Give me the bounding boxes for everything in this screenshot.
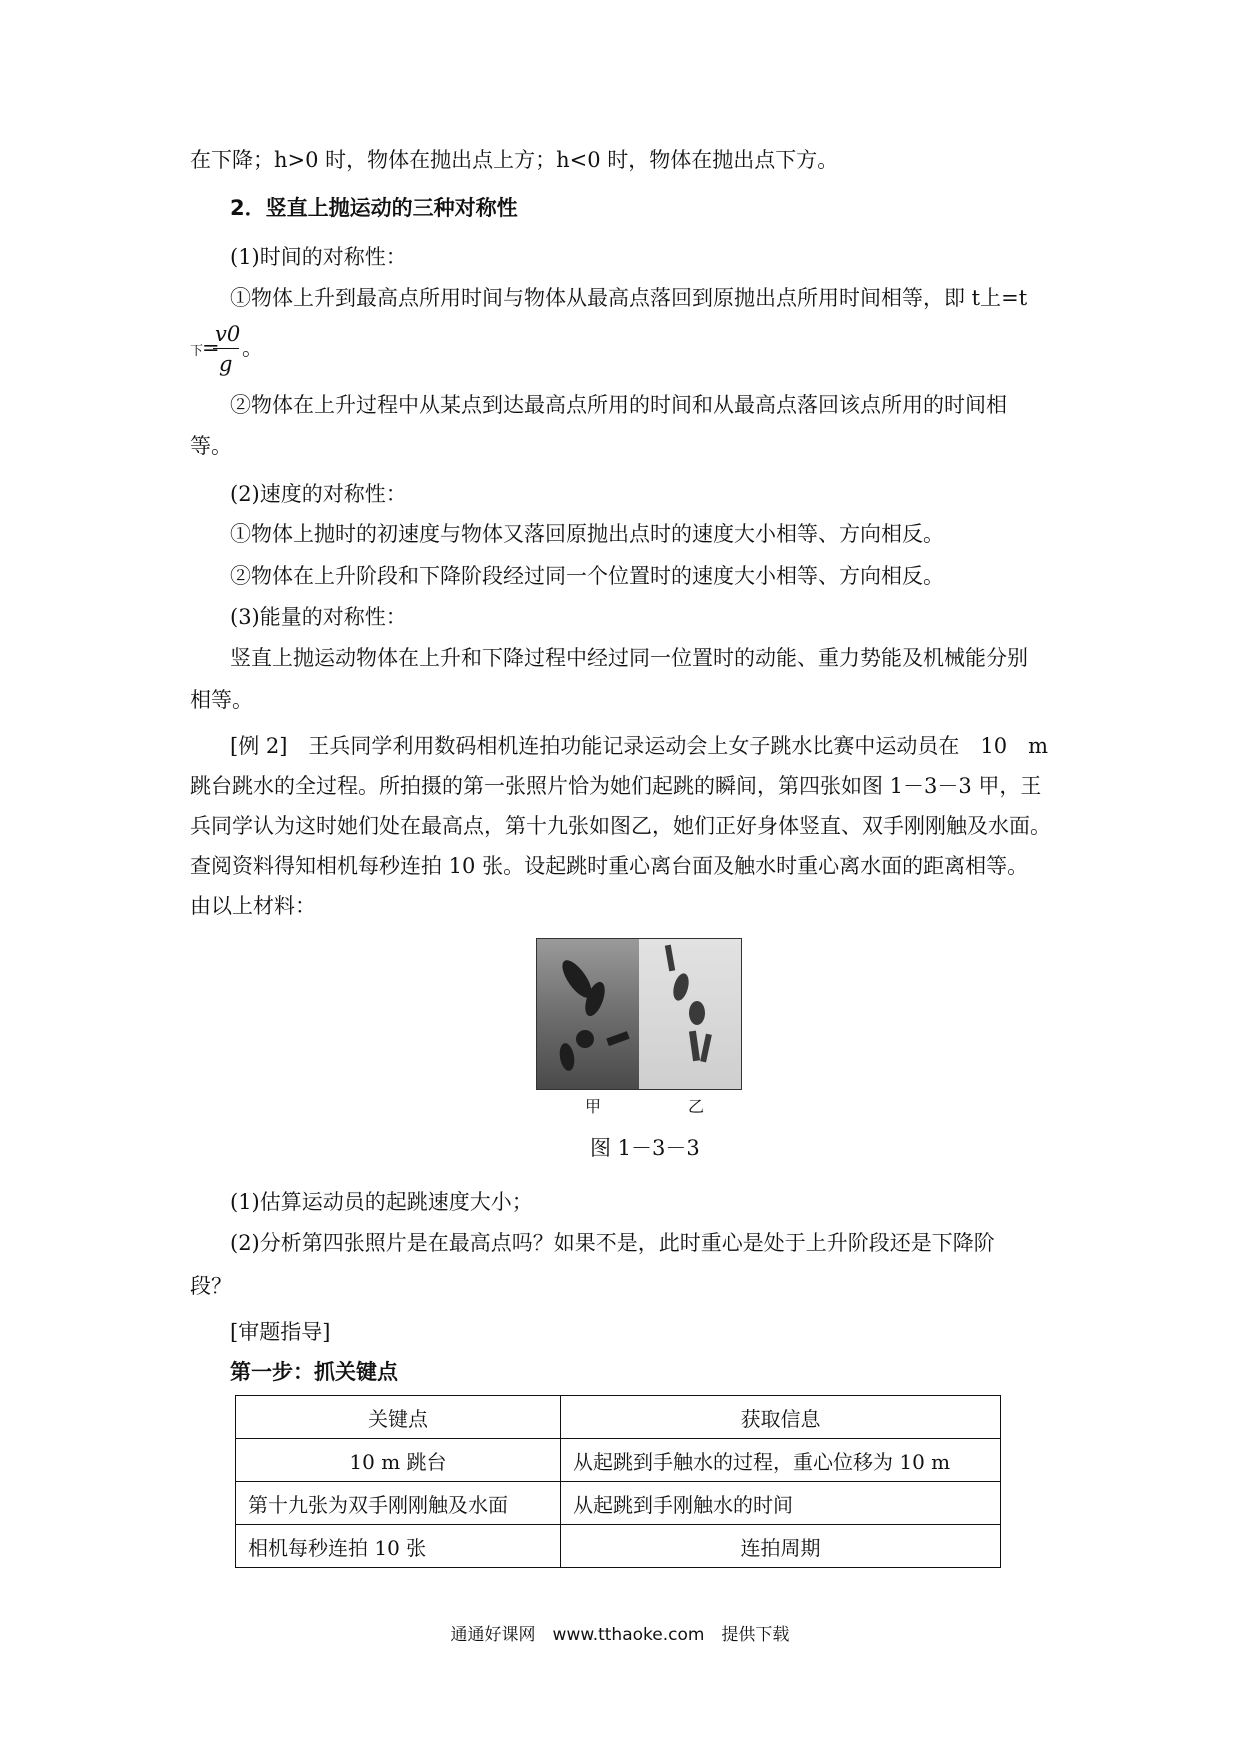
subheading: (3)能量的对称性： <box>230 605 407 629</box>
table-cell: 从起跳到手触水的过程，重心位移为 10 m <box>561 1439 1001 1482</box>
section-heading: 2．竖直上抛运动的三种对称性 <box>230 196 518 220</box>
table-cell: 相机每秒连拍 10 张 <box>236 1525 561 1568</box>
example-line: 由以上材料： <box>190 894 316 918</box>
example-line: 跳台跳水的全过程。所拍摄的第一张照片恰为她们起跳的瞬间，第四张如图 1－3－3 甲，王 <box>190 774 1042 798</box>
table-cell: 第十九张为双手刚刚触及水面 <box>236 1482 561 1525</box>
fraction-bar <box>213 348 239 349</box>
guide-heading: [审题指导] <box>230 1320 331 1344</box>
example-line: [例 2] 王兵同学利用数码相机连拍功能记录运动会上女子跳水比赛中运动员在 10 m <box>230 734 1049 758</box>
subheading: (1)时间的对称性： <box>230 245 407 269</box>
subscript-text: 下 <box>190 344 204 359</box>
paragraph-line: 竖直上抛运动物体在上升和下降过程中经过同一位置时的动能、重力势能及机械能分别 <box>230 646 1028 670</box>
question-line: (2)分析第四张照片是在最高点吗？如果不是，此时重心是处于上升阶段还是下降阶 <box>230 1231 995 1255</box>
fraction-numerator: v0 <box>215 322 241 346</box>
figure-caption: 图 1－3－3 <box>590 1136 700 1160</box>
table-row <box>236 1482 1001 1525</box>
paragraph-line: ①物体上抛时的初速度与物体又落回原抛出点时的速度大小相等、方向相反。 <box>230 522 944 546</box>
equals-sign: = <box>202 336 220 360</box>
page-footer: 通通好课网 www.tthaoke.com 提供下载 <box>450 1625 790 1645</box>
paragraph-line: 相等。 <box>190 688 253 712</box>
paragraph-line: 等。 <box>190 434 232 458</box>
table-cell: 连拍周期 <box>561 1525 1001 1568</box>
table-header-cell: 获取信息 <box>561 1396 1001 1439</box>
table-row <box>236 1525 1001 1568</box>
period-mark: 。 <box>242 336 263 360</box>
subheading: (2)速度的对称性： <box>230 482 407 506</box>
example-line: 兵同学认为这时她们处在最高点，第十九张如图乙，她们正好身体竖直、双手刚刚触及水面。 <box>190 814 1051 838</box>
table-cell: 从起跳到手刚触水的时间 <box>561 1482 1001 1525</box>
paragraph-line: ①物体上升到最高点所用时间与物体从最高点落回到原抛出点所用时间相等，即 t上=t <box>230 286 1028 310</box>
example-line: 查阅资料得知相机每秒连拍 10 张。设起跳时重心离台面及触水时重心离水面的距离相等。 <box>190 854 1029 878</box>
question-line: 段？ <box>190 1274 232 1298</box>
figure-label-right: 乙 <box>688 1097 705 1116</box>
key-points-table <box>235 1395 1001 1568</box>
step-heading: 第一步：抓关键点 <box>230 1360 398 1384</box>
table-cell: 10 m 跳台 <box>236 1439 561 1482</box>
figure-label-left: 甲 <box>585 1097 602 1116</box>
paragraph-line: ②物体在上升过程中从某点到达最高点所用的时间和从最高点落回该点所用的时间相 <box>230 393 1007 417</box>
table-header-row <box>236 1396 1001 1439</box>
fraction-denominator: g <box>219 352 233 376</box>
table-row <box>236 1439 1001 1482</box>
table-header-cell: 关键点 <box>236 1396 561 1439</box>
paragraph-line: 在下降；h>0 时，物体在抛出点上方；h<0 时，物体在抛出点下方。 <box>190 148 839 172</box>
question-line: (1)估算运动员的起跳速度大小； <box>230 1190 533 1214</box>
diving-photo <box>536 938 742 1090</box>
paragraph-line: ②物体在上升阶段和下降阶段经过同一个位置时的速度大小相等、方向相反。 <box>230 564 944 588</box>
